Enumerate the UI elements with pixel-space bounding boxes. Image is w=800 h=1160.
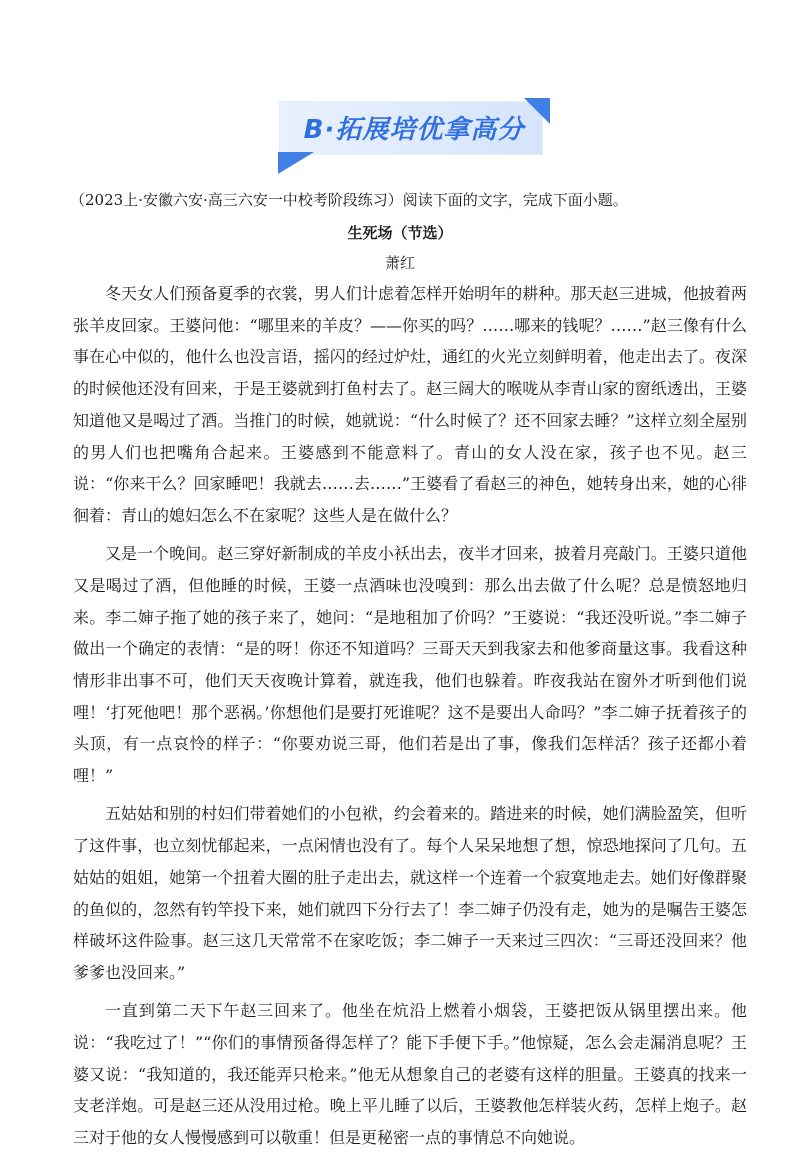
article-author: 萧红 — [384, 254, 415, 272]
banner-title: B·拓展培优拿高分 — [303, 115, 525, 145]
paragraph-1: 冬天女人们预备夏季的衣裳，男人们计虑着怎样开始明年的耕种。那天赵三进城，他披着两张羊皮回家。王婆问他：“哪里来的羊皮？——你买的吗？……哪来的钱呢？……”赵三像有什么事在心中似的，他什么也没言语，摇闪的经过炉灶，通红的火光立刻鲜明着，他走出去了。夜深的时候他还没有回来，于是王婆就到打鱼村去了。赵三阔大的喉咙从李青山家的窗纸透出，王婆知道他又是喝过了酒。当推门的时候，她就说：“什么时候了？还不回家去睡？”这样立刻全屋别的男人们也把嘴角合起来。王婆感到不能意料了。青山的女人没在家，孩子也不见。赵三说：“你来干么？回家睡吧！我就去……去……”王婆看了看赵三的神色，她转身出来，她的心徘徊着：青山的媳妇怎么不在家呢？这些人是在做什么？ — [73, 284, 747, 525]
paragraph-4: 一直到第二天下午赵三回来了。他坐在炕沿上燃着小烟袋，王婆把饭从锅里摆出来。他说：“我吃过了！”“你们的事情预备得怎样了？能下手便下手。”他惊疑，怎么会走漏消息呢？王婆又说：“我知道的，我还能弄只枪来。”他无从想象自己的老婆有这样的胆量。王婆真的找来一支老洋炮。可是赵三还从没用过枪。晚上平儿睡了以后，王婆教他怎样装火药，怎样上炮子。赵三对于他的女人慢慢感到可以敬重！但是更秘密一点的事情总不向她说。 — [73, 1001, 747, 1148]
article-title: 生死场（节选） — [347, 224, 453, 242]
section-banner — [276, 96, 552, 176]
question-source-line: （2023上·安徽六安·高三六安一中校考阶段练习）阅读下面的文字，完成下面小题。 — [70, 191, 628, 209]
banner-corner-bottom-left — [278, 152, 314, 174]
paragraph-2: 又是一个晚间。赵三穿好新制成的羊皮小袄出去，夜半才回来，披着月亮敲门。王婆只道他又是喝过了酒，但他睡的时候，王婆一点酒味也没嗅到：那么出去做了什么呢？总是愤怒地归来。李二婶子拖了她的孩子来了，她问：“是地租加了价吗？”王婆说：“我还没听说。”李二婶子做出一个确定的表情：“是的呀！你还不知道吗？三哥天天到我家去和他爹商量这事。我看这种情形非出事不可，他们天天夜晚计算着，就连我，他们也躲着。昨夜我站在窗外才听到他们说哩！‘打死他吧！那个恶祸。’你想他们是要打死谁呢？这不是要出人命吗？”李二婶子抚着孩子的头顶，有一点哀怜的样子：“你要劝说三哥，他们若是出了事，像我们怎样活？孩子还都小着哩！” — [73, 544, 747, 786]
article-body — [73, 278, 747, 1160]
paragraph-3: 五姑姑和别的村妇们带着她们的小包袱，约会着来的。踏进来的时候，她们满脸盈笑，但听了这件事，也立刻忧郁起来，一点闲情也没有了。每个人呆呆地想了想，惊恐地探问了几句。五姑姑的姐姐，她第一个扭着大圈的肚子走出去，就这样一个连着一个寂寞地走去。她们好像群聚的鱼似的，忽然有钓竿投下来，她们就四下分行去了！李二婶子仍没有走，她为的是嘱告王婆怎样破坏这件险事。赵三这几天常常不在家吃饭；李二婶子一天来过三四次：“三哥还没回来？他爹爹也没回来。” — [73, 804, 747, 982]
